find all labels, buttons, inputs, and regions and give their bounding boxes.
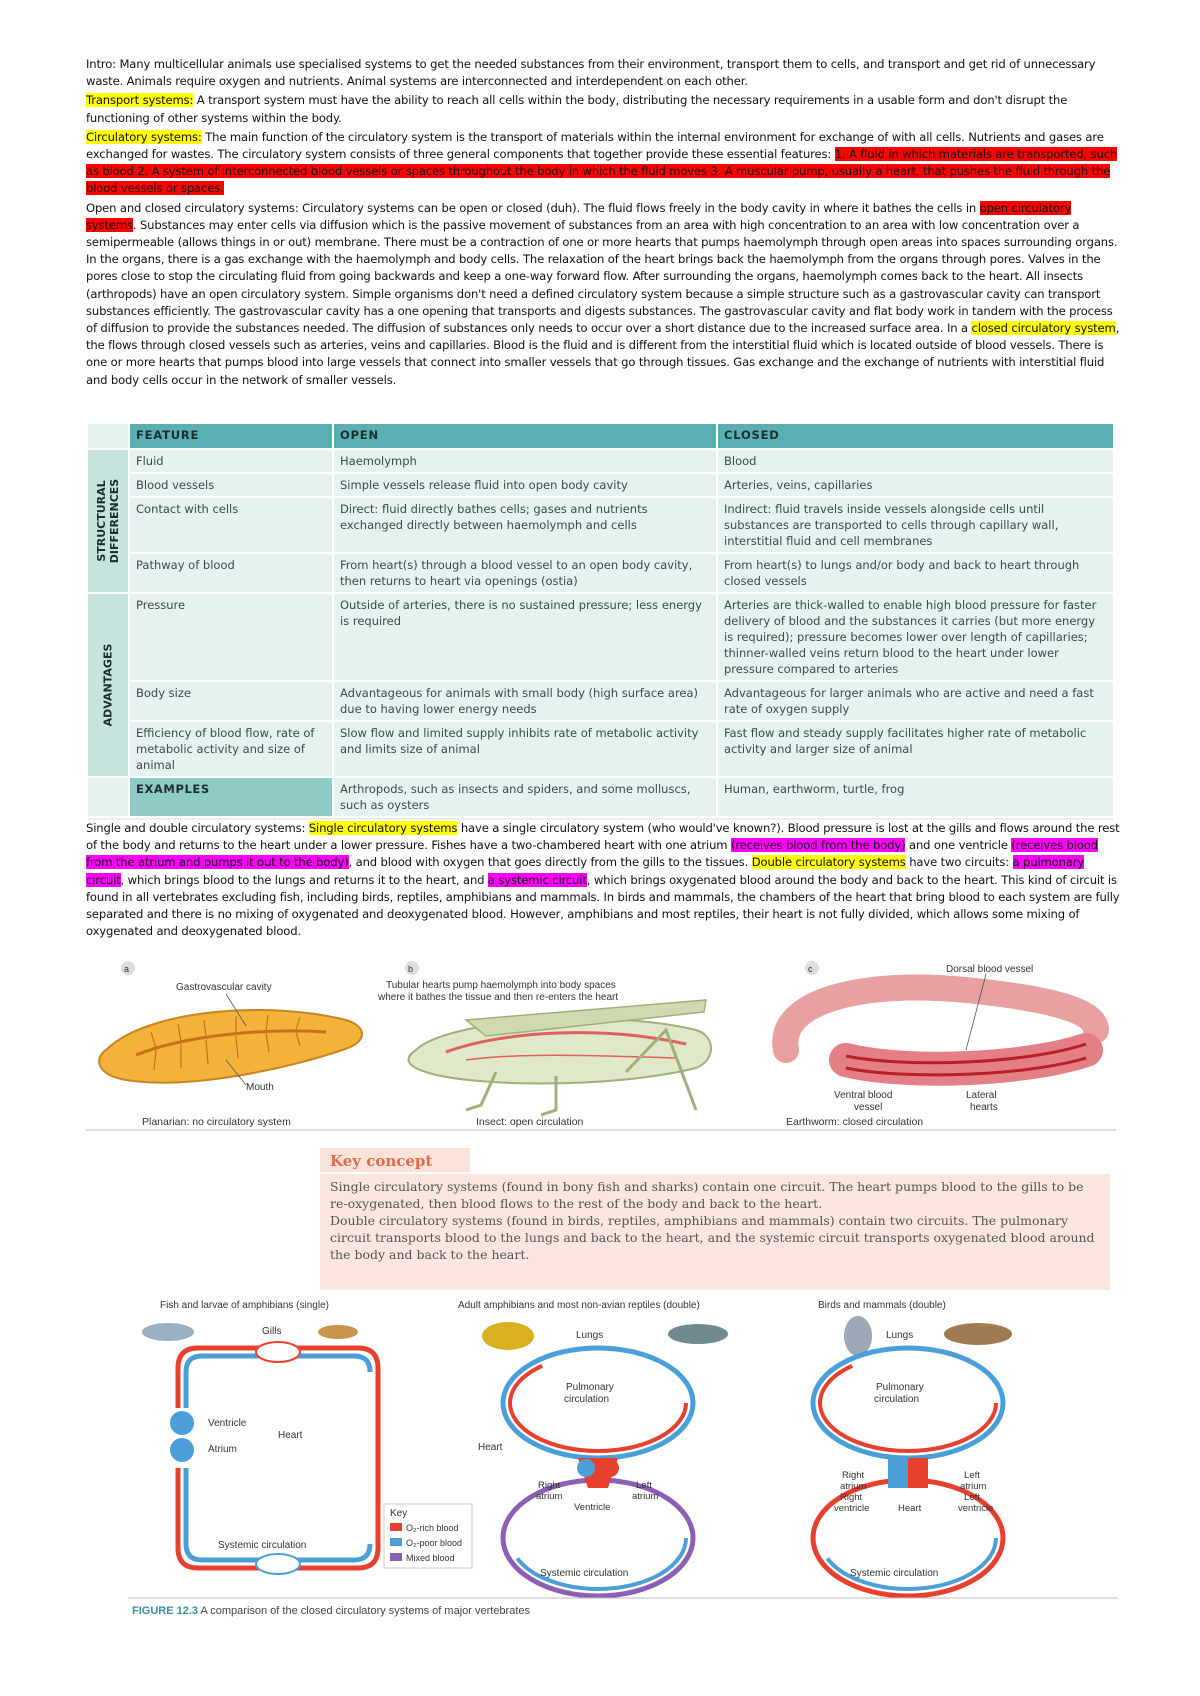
lungs-label-c: Lungs xyxy=(886,1330,914,1341)
earthworm-illustration xyxy=(785,988,1096,1075)
table-cell: Pathway of blood xyxy=(129,553,333,593)
planarian-caption: Planarian: no circulatory system xyxy=(142,1116,291,1128)
vertebrate-circulation-figure xyxy=(128,1298,1118,1618)
transport-heading: Transport systems: xyxy=(86,93,194,108)
intro-paragraph: Intro: Many multicellular animals use specialised systems to get the needed substances from their environment, transport them to cells, and transport and get rid of unnecessary waste. Animals require oxygen and nutrients. Animal systems are interconnected and interdependent on each other. xyxy=(86,57,1096,89)
table-cell: Blood vessels xyxy=(129,473,333,497)
table-row xyxy=(88,497,1113,553)
atrium-label: Atrium xyxy=(208,1444,237,1455)
table-cell: Arthropods, such as insects and spiders, and some molluscs, such as oysters xyxy=(333,777,717,817)
table-row xyxy=(88,449,1113,473)
mammal-circulation-diagram xyxy=(813,1316,1012,1596)
planarian-illustration xyxy=(99,1010,362,1083)
table-cell: Fluid xyxy=(129,449,333,473)
left-ventricle-label-c-1: Left xyxy=(964,1492,980,1503)
lizard-icon xyxy=(668,1324,728,1344)
heart-label-b: Heart xyxy=(478,1442,503,1453)
gills-label: Gills xyxy=(262,1326,282,1337)
dorsal-vessel-label: Dorsal blood vessel xyxy=(946,964,1034,975)
panel-c-letter: c xyxy=(808,964,813,974)
right-atrium-label-c-1: Right xyxy=(842,1470,865,1481)
ventricle-label-b: Ventricle xyxy=(574,1502,611,1513)
key-mixed-label: Mixed blood xyxy=(406,1553,455,1563)
systemic-label-c: Systemic circulation xyxy=(850,1568,939,1579)
right-atrium-label-c-2: atrium xyxy=(840,1481,867,1492)
panel-b-letter: b xyxy=(408,964,414,974)
table-row xyxy=(88,721,1113,777)
insect-caption: Insect: open circulation xyxy=(476,1116,584,1128)
header-feature: FEATURE xyxy=(129,424,333,449)
circulation-types-figure xyxy=(86,960,1116,1132)
insect-label-line1: Tubular hearts pump haemolymph into body spaces xyxy=(386,980,616,991)
table-row xyxy=(88,681,1113,721)
header-closed: CLOSED xyxy=(717,424,1113,449)
ventricle-highlight: (receives blood from the atrium and pumps it out to the body) xyxy=(86,838,1098,870)
panel-a-title: Fish and larvae of amphibians (single) xyxy=(160,1300,329,1311)
fish-icon xyxy=(142,1323,194,1341)
panel-b-title: Adult amphibians and most non-avian reptiles (double) xyxy=(458,1300,700,1311)
table-cell: Contact with cells xyxy=(129,497,333,553)
key-rich-label: O₂-rich blood xyxy=(406,1523,459,1533)
examples-label: EXAMPLES xyxy=(129,777,333,817)
blood-key xyxy=(384,1504,472,1568)
key-poor-label: O₂-poor blood xyxy=(406,1538,463,1548)
gastrovascular-label: Gastrovascular cavity xyxy=(176,982,272,993)
circulatory-heading: Circulatory systems: xyxy=(86,129,202,144)
ventricle-label: Ventricle xyxy=(208,1418,247,1429)
transport-paragraph: Transport systems: A transport system must have the ability to reach all cells within the body, distributing the necessary requirements in a usable form and don't disrupt the functioning of other systems within the body. xyxy=(86,93,1068,125)
side-label-structural xyxy=(88,449,129,593)
key-concept-box xyxy=(320,1148,1110,1290)
open-closed-paragraph: Open and closed circulatory systems: Circulatory systems can be open or closed (duh). The fluid flows freely in the body cavity in where it bathes the cells in open circulatory systems. Substances may enter cells via diffusion which is the passive movement of substances from an area with high concentration to an area with low concentration over a semipermeable (allows things in or out) membrane. There must be a contraction of one or more hearts that pumps haemolymph through open areas into spaces surrounding organs. In the organs, there is a gas exchange with the haemolymph and body cells. The relaxation of the heart brings back the haemolymph from the organs through pores. Valves in the pores close to stop the circulating fluid from going backwards and keep a one-way forward flow. After surrounding the organs, haemolymph comes back to the heart. All insects (arthropods) have an open circulatory system. Simple organisms don't need a defined circulatory system because a simple structure such as a gastrovascular cavity can transport substances efficiently. The gastrovascular cavity has a one opening that transports and digests substances. The gastrovascular cavity and flat body work in tandem with the process of diffusion to provide the substances needed. The diffusion of substances only needs to occur over a short distance due to the increased surface area. In a closed circulatory system, the flows through closed vessels such as arteries, veins and capillaries. Blood is the fluid and is different from the interstitial fluid which is located outside of blood vessels. There is one or more hearts that pumps blood into large vessels that connect into smaller vessels that go through tissues. Gas exchange and the exchange of nutrients with interstitial fluid and body cells occur in the network of smaller vessels. xyxy=(86,200,1120,387)
pulmonary-label-b-2: circulation xyxy=(564,1394,610,1405)
single-double-section xyxy=(86,820,1122,942)
table-cell: Blood xyxy=(717,449,1113,473)
key-mixed-swatch xyxy=(390,1553,402,1561)
left-atrium-label-c-2: atrium xyxy=(960,1481,987,1492)
mammal-icon xyxy=(944,1323,1012,1345)
table-row xyxy=(88,553,1113,593)
table-cell: Arteries, veins, capillaries xyxy=(717,473,1113,497)
left-ventricle-label-c-2: ventricle xyxy=(958,1503,994,1514)
key-concept-title: Key concept xyxy=(330,1152,433,1170)
mouth-label: Mouth xyxy=(246,1082,274,1093)
pulmonary-label-c-2: circulation xyxy=(874,1394,920,1405)
key-title: Key xyxy=(390,1508,408,1519)
single-circulation-diagram xyxy=(142,1323,378,1574)
key-rich-swatch xyxy=(390,1523,402,1531)
structural-label: STRUCTURAL DIFFERENCES xyxy=(95,478,121,564)
systemic-label-b: Systemic circulation xyxy=(540,1568,629,1579)
table-cell: Human, earthworm, turtle, frog xyxy=(717,777,1113,817)
circulatory-paragraph: Circulatory systems: The main function of the circulatory system is the transport of materials within the internal environment for exchange of with all cells. Nutrients and gases are exchanged for wastes. The circulatory system consists of three general components that together provide these essential features: 1. A fluid in which materials are transported, such as blood 2. A system of interconnected blood vessels or spaces throughout the body in which the fluid moves 3. A muscular pump, usually a heart, that pushes the fluid through the blood vessels or spaces. xyxy=(86,129,1118,196)
table-cell: From heart(s) through a blood vessel to an open body cavity, then returns to heart via openings (ostia) xyxy=(333,553,717,593)
table-cell: Direct: fluid directly bathes cells; gases and nutrients exchanged directly between haemolymph and cells xyxy=(333,497,717,553)
open-system-highlight: open circulatory systems xyxy=(86,200,1072,232)
pulmonary-label-c-1: Pulmonary xyxy=(876,1382,924,1393)
figure-number: FIGURE 12.3 xyxy=(132,1605,199,1617)
systemic-highlight: a systemic circuit xyxy=(487,872,587,887)
frog-icon xyxy=(482,1322,534,1350)
figure-caption xyxy=(132,1605,531,1617)
right-atrium-label-b-2: atrium xyxy=(536,1491,563,1502)
bird-icon xyxy=(844,1316,872,1356)
ventral-vessel-label-2: vessel xyxy=(854,1102,883,1113)
table-cell: From heart(s) to lungs and/or body and back to heart through closed vessels xyxy=(717,553,1113,593)
key-concept-double: Double circulatory systems (found in birds, reptiles, amphibians and mammals) contain two circuits. The pulmonary circuit transports blood to the lungs and back to the heart, and the systemic circuit transports oxygenated blood around the body and back to the heart. xyxy=(330,1213,1095,1262)
table-cell: Simple vessels release fluid into open body cavity xyxy=(333,473,717,497)
heart-label-c: Heart xyxy=(898,1503,922,1514)
single-double-paragraph: Single and double circulatory systems: Single circulatory systems have a single circulatory system (who would've known?). Blood pressure is lost at the gills and flows around the rest of the body and returns to the heart under a lower pressure. Fishes have a two-chambered heart with one atrium (receives blood from the body) and one ventricle (receives blood from the atrium and pumps it out to the body), and blood with oxygen that goes directly from the gills to the tissues. Double circulatory systems have two circuits: a pulmonary circuit, which brings blood to the lungs and returns it to the heart, and a systemic circuit, which brings oxygenated blood around the body and back to the heart. This kind of circuit is found in all vertebrates excluding fish, including birds, reptiles, amphibians and mammals. In birds and mammals, the chambers of the heart that bring blood to each system are fully separated and there is no mixing of oxygenated and deoxygenated blood. However, amphibians and most reptiles, their heart is not fully divided, which allows some mixing of oxygenated and deoxygenated blood. xyxy=(86,821,1120,939)
components-highlight: 1. A fluid in which materials are transported, such as blood 2. A system of interconnected blood vessels or spaces throughout the body in which the fluid moves 3. A muscular pump, usually a heart, that pushes the fluid through the blood vessels or spaces. xyxy=(86,147,1118,196)
key-concept-single: Single circulatory systems (found in bony fish and sharks) contain one circuit. The heart pumps blood to the gills to be re-oxygenated, then blood flows to the rest of the body and back to the heart. xyxy=(330,1179,1084,1211)
table-cell: Indirect: fluid travels inside vessels alongside cells until substances are transported to cells through capillary wall, interstitial fluid and cell membranes xyxy=(717,497,1113,553)
insect-illustration xyxy=(409,1000,711,1115)
right-ventricle-label-c-2: ventricle xyxy=(834,1503,870,1514)
table-cell: Fast flow and steady supply facilitates higher rate of metabolic activity and larger size of animal xyxy=(717,721,1113,777)
ventral-vessel-label-1: Ventral blood xyxy=(834,1090,893,1101)
right-atrium-label-b-1: Right xyxy=(538,1480,561,1491)
table-cell: Arteries are thick-walled to enable high blood pressure for faster delivery of blood and the substances it carries (but more energy is required); pressure becomes lower over length of capillaries; thinner-walled veins return blood to the heart under lower pressure compared to arteries xyxy=(717,593,1113,681)
table-cell: Advantageous for larger animals who are active and need a fast rate of oxygen supply xyxy=(717,681,1113,721)
single-system-highlight: Single circulatory systems xyxy=(308,821,458,835)
table-row xyxy=(88,593,1113,681)
table-cell: Outside of arteries, there is no sustained pressure; less energy is required xyxy=(333,593,717,681)
table-cell: Advantageous for animals with small body (high surface area) due to having lower energy needs xyxy=(333,681,717,721)
lateral-hearts-label-2: hearts xyxy=(970,1102,998,1113)
lungs-label-b: Lungs xyxy=(576,1330,604,1341)
left-atrium-label-b-1: Left xyxy=(636,1480,652,1491)
heart-label: Heart xyxy=(278,1430,303,1441)
header-open: OPEN xyxy=(333,424,717,449)
panel-a-letter: a xyxy=(124,964,130,974)
key-poor-swatch xyxy=(390,1538,402,1546)
table-cell: Haemolymph xyxy=(333,449,717,473)
panel-c-title: Birds and mammals (double) xyxy=(818,1300,946,1311)
right-ventricle-label-c-1: Right xyxy=(840,1492,863,1503)
figure-caption-text: A comparison of the closed circulatory systems of major vertebrates xyxy=(198,1605,531,1617)
table-cell: Pressure xyxy=(129,593,333,681)
comparison-table xyxy=(88,424,1113,820)
closed-system-highlight: closed circulatory system xyxy=(971,321,1116,336)
pulmonary-label-b-1: Pulmonary xyxy=(566,1382,614,1393)
left-atrium-label-b-2: atrium xyxy=(632,1491,659,1502)
earthworm-caption: Earthworm: closed circulation xyxy=(786,1116,924,1128)
table-row xyxy=(88,473,1113,497)
left-atrium-label-c-1: Left xyxy=(964,1470,980,1481)
double-system-highlight: Double circulatory systems xyxy=(751,855,906,870)
table-cell: Slow flow and limited supply inhibits rate of metabolic activity and limits size of animal xyxy=(333,721,717,777)
systemic-label: Systemic circulation xyxy=(218,1540,307,1551)
amphibian-circulation-diagram xyxy=(478,1322,728,1596)
insect-label-line2: where it bathes the tissue and then re-enters the heart xyxy=(378,992,619,1003)
pulmonary-highlight: a pulmonary circuit xyxy=(86,855,1085,887)
tadpole-icon xyxy=(318,1325,358,1339)
advantages-label: ADVANTAGES xyxy=(101,643,115,727)
atrium-highlight: (receives blood from the body) xyxy=(730,838,906,853)
lateral-hearts-label-1: Lateral xyxy=(966,1090,997,1101)
side-label-advantages xyxy=(88,593,129,777)
table-cell: Efficiency of blood flow, rate of metabolic activity and size of animal xyxy=(129,721,333,777)
table-row-examples xyxy=(88,777,1113,817)
table-cell: Body size xyxy=(129,681,333,721)
document-body xyxy=(86,56,1122,391)
